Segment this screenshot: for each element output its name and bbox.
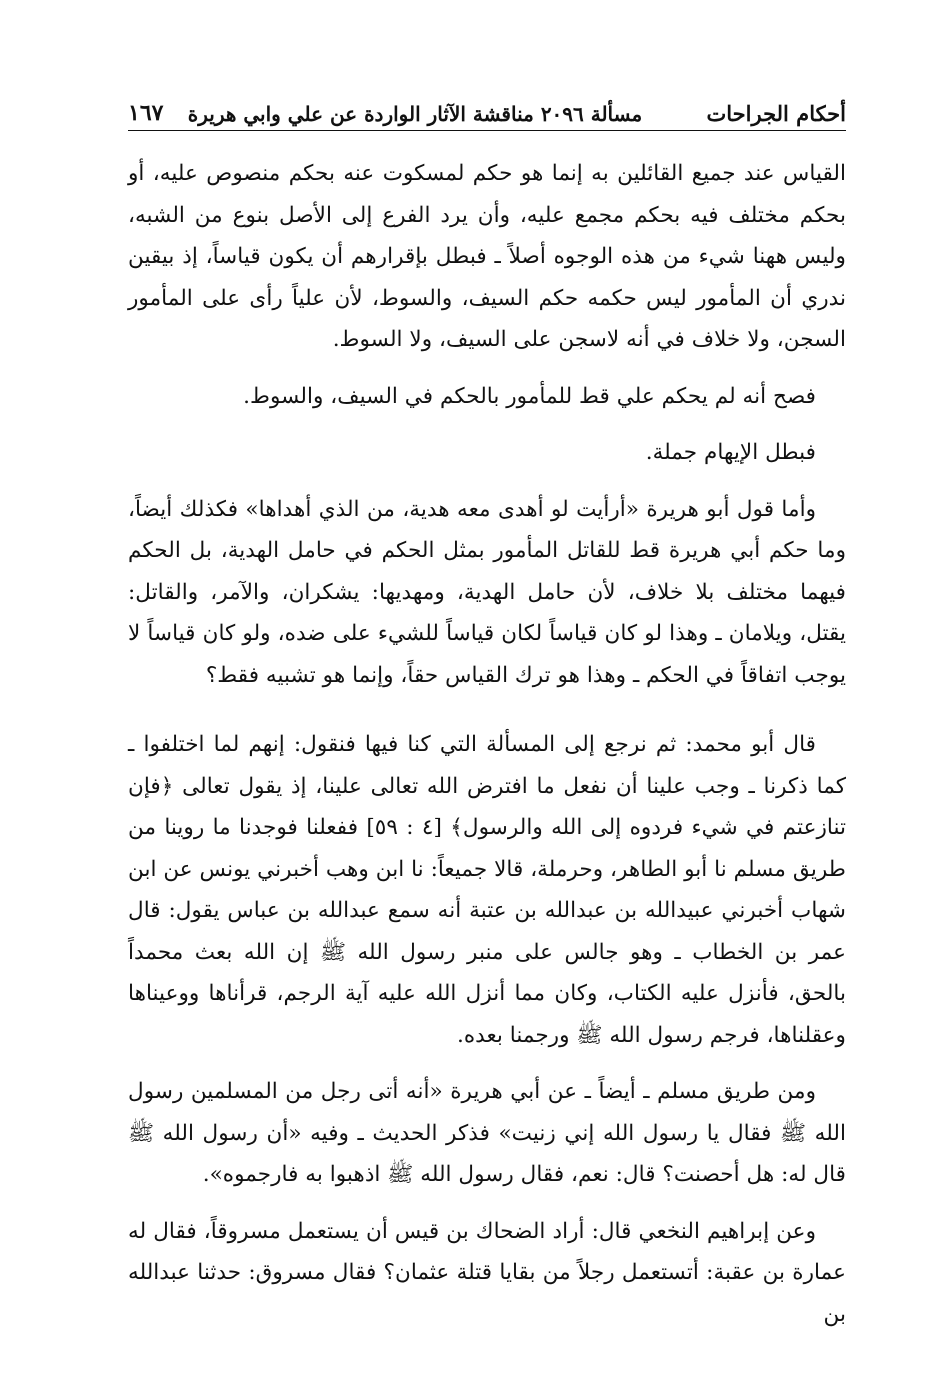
page-number: ١٦٧ (128, 100, 164, 126)
book-page (128, 92, 847, 1327)
paragraph-3: فبطل الإيهام جملة. (645, 440, 816, 465)
paragraph-7: وعن إبراهيم النخعي قال: أراد الضحاك بن قيس أن يستعمل مسروقاً، فقال له عمارة بن عقبة: أتستعمل رجلاً من بقايا قتلة عثمان؟ فقال مسروق: حدثنا عبدالله بن (128, 1218, 846, 1327)
paragraph-1: القياس عند جميع القائلين به إنما هو حكم لمسكوت عنه بحكم منصوص عليه، أو بحكم مختلف فيه بحكم مجمع عليه، وأن يرد الفرع إلى الأصل بنوع من الشبه، وليس ههنا شيء من هذه الوجوه أصلاً ـ فبطل بإقرارهم أن يكون قياساً، إذ بيقين ندري أن المأمور ليس حكمه حكم السيف، والسوط، لأن علياً رأى على المأمور السجن، ولا خلاف في أنه لاسجن على السيف، ولا السوط. (128, 161, 847, 352)
paragraph-5: قال أبو محمد: ثم نرجع إلى المسألة التي كنا فيها فنقول: إنهم لما اختلفوا ـ كما ذكرنا ـ وجب علينا أن نفعل ما افترض الله تعالى علينا، إذ يقول تعالى ﴿فإن تنازعتم في شيء فردوه إلى الله والرسول﴾ [٤ : ٥٩] ففعلنا فوجدنا ما روينا من طريق مسلم نا أبو الطاهر، وحرملة، قالا جميعاً: نا ابن وهب أخبرني يونس عن ابن شهاب أخبرني عبيدالله بن عبدالله بن عتبة أنه سمع عبدالله بن عباس يقول: قال عمر بن الخطاب ـ وهو جالس على منبر رسول الله ﷺ إن الله بعث محمداً بالحق، فأنزل عليه الكتاب، وكان مما أنزل الله عليه آية الرجم، قرأناها ووعيناها وعقلناها، فرجم رسول الله ﷺ ورجمنا بعده. (128, 732, 846, 1048)
paragraph-6: ومن طريق مسلم ـ أيضاً ـ عن أبي هريرة «أنه أتى رجل من المسلمين رسول الله ﷺ فقال يا رسول الله إني زنيت» فذكر الحديث ـ وفيه «أن رسول الله ﷺ قال له: هل أحصنت؟ قال: نعم، فقال رسول الله ﷺ اذهبوا به فارجموه». (128, 1079, 846, 1187)
paragraph-2: فصح أنه لم يحكم علي قط للمأمور بالحكم في السيف، والسوط. (243, 383, 816, 409)
paragraph-4: وأما قول أبو هريرة «أرأيت لو أهدى معه هدية، من الذي أهداها» فكذلك أيضاً، وما حكم أبي هريرة قط للقاتل المأمور بمثل الحكم في حامل الهدية، بل الحكم فيهما مختلف بلا خلاف، لأن حامل الهدية، ومهديها: يشكران، والآمر، والقاتل: يقتل، ويلامان ـ وهذا لو كان قياساً لكان قياساً للشيء على ضده، ولو كان قياساً لا يوجب اتفاقاً في الحكم ـ وهذا هو ترك القياس حقاً، وإنما هو تشبيه فقط؟ (128, 496, 846, 688)
page-body (128, 153, 846, 1335)
book-title: أحكام الجراحات (706, 101, 846, 126)
issue-title: مسألة ٢٠٩٦ مناقشة الآثار الواردة عن علي وابي هريرة (187, 102, 643, 126)
running-header (128, 92, 846, 131)
